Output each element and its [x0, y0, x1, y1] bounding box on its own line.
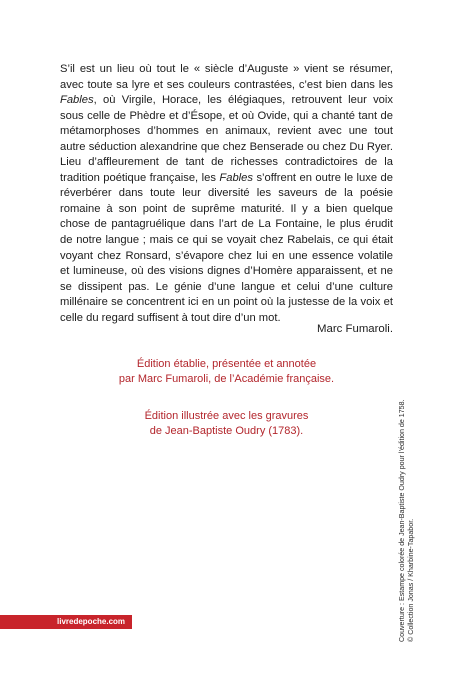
cover-credit-note: [398, 352, 416, 642]
quote-part-1: S’il est un lieu où tout le « siècle d’Auguste » vient se résumer, avec toute sa lyre et ses couleurs contrastées, c’est bien dans les: [60, 63, 393, 91]
fables-title-1: Fables: [60, 94, 94, 107]
publisher-url-bar: [0, 615, 132, 629]
cover-credit-line-2: © Collection Jonas / Kharbine-Tapabor.: [407, 518, 416, 642]
quote-part-2: , où Virgile, Horace, les élégiaques, retrouvent leur voix sous celle de Phèdre et d’Ésope, et où Ovide, qui a chanté tant de métamorphoses d’hommes en animaux, revient avec une tout autre séduction alexandrine que chez Benserade ou chez Du Ryer. Lieu d’affleurement de tant de richesses contradictoires de la tradition poétique française, les: [60, 94, 393, 184]
publisher-url[interactable]: livredepoche.com: [57, 617, 126, 626]
quote-author: Marc Fumaroli.: [317, 323, 393, 335]
fables-title-2: Fables: [219, 171, 253, 184]
edition-credit-line-2: par Marc Fumaroli, de l’Académie française.: [118, 373, 335, 386]
quote-part-3: s’offrent en outre le luxe de réverbérer dans toute leur diversité les saveurs de la poésie romaine à son point de suprême maturité. Il y a bien quelque chose de pantagruélique dans l’art de La Fontaine, le plus érudit de notre langue ; mais ce qui se voyait chez Rabelais, ce qui était voyant chez Ronsard, s’évapore chez lui en une essence volatile et lumineuse, où des visions dignes d’Homère apparaissent, et ne se dissipent pas. Le génie d’une langue et celui d’une culture millénaire se concentrent ici en un point où la justesse de la voix et celle du regard suffisent à tout dire d’un mot.: [60, 171, 393, 324]
illustration-credit-line-2: de Jean-Baptiste Oudry (1783).: [149, 425, 304, 438]
illustration-credits: [60, 409, 393, 440]
edition-credit-line-1: Édition établie, présentée et annotée: [136, 358, 317, 370]
back-cover-quote: [60, 62, 393, 326]
cover-credit-line-1: Couverture : Estampe colorée de Jean-Baptiste Oudry pour l’édition de 1758.: [398, 399, 406, 642]
illustration-credit-line-1: Édition illustrée avec les gravures: [144, 410, 309, 422]
edition-credits: [60, 357, 393, 388]
